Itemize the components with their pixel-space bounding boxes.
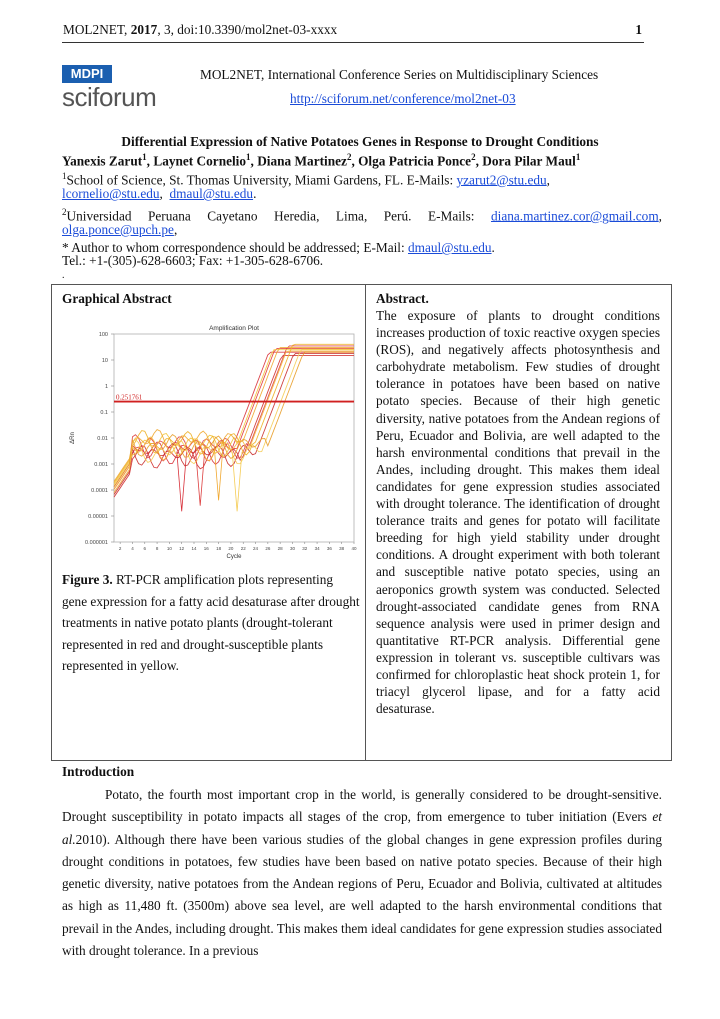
abstract-text: The exposure of plants to drought conditions increases production of toxic reactive oxygen species (ROS), and negatively affects photosynthesis and carbohydrate metabolism. Few studies of drought tolerance in potatoes have been based on native potato species. Because of their high genetic diversity, native potatoes from the Andean regions of Peru, Ecuador and Bolivia, are well adapted to the harsh environmental conditions that prevail in the Andes, including drought. This makes them ideal candidates for gene expression studies associated with drought tolerance. The identification of drought tolerance traits and genes for potato will facilitate breeding for high yield stability under drought conditions. A drought experiment with both tolerant and susceptible native potato species, using an aeroponics growth system was conducted. Selected drought-associated candidate genes from RNA sequence analysis were used in primer design and quantitative RT-PCR analysis. Differential gene expression in tolerant vs. susceptible cultivars was confirmed for chloroplastic heat shock protein 1, for triacyl glycerol lipase, and for a fatty acid desaturase. bbox=[376, 308, 660, 717]
author-affiliation-mark: 2 bbox=[471, 152, 476, 162]
author-affiliation-mark: 2 bbox=[346, 152, 352, 162]
running-header bbox=[63, 22, 337, 38]
affiliation-2-text: Universidad Peruana Cayetano Heredia, Lima, Perú. E-Mails: bbox=[66, 208, 491, 224]
y-tick-label: 0.0001 bbox=[91, 488, 108, 494]
conference-url-link[interactable]: http://sciforum.net/conference/mol2net-03 bbox=[290, 91, 516, 106]
tel-fax: Tel.: +1-(305)-628-6603; Fax: +1-305-628-6706. bbox=[62, 253, 324, 268]
figure-caption-label: Figure 3. bbox=[62, 572, 113, 587]
stray-dot: . bbox=[62, 270, 65, 281]
x-tick-label: 22 bbox=[240, 546, 246, 551]
x-tick-label: 2 bbox=[118, 546, 122, 551]
introduction-heading: Introduction bbox=[62, 764, 135, 779]
x-axis-label: Cycle bbox=[226, 554, 242, 560]
x-tick-label: 4 bbox=[131, 546, 134, 551]
journal-name: MOL2NET, bbox=[63, 22, 131, 37]
x-tick-label: 12 bbox=[179, 546, 185, 551]
author-name: Laynet Cornelio bbox=[153, 153, 247, 169]
x-tick-label: 30 bbox=[289, 546, 295, 551]
intro-text-2: 2010). Although there have been various studies of the global changes in gene expression profiles during drought conditions in potatoes, few studies have been based on native potato species. Because of their high genetic diversity, native potatoes from the Andean regions of Peru, Ecuador and Bolivia, cultivated at altitudes as high as 11,480 ft. (3500m) above sea level, are well adapted to the harsh environmental conditions that prevail in the Andes, including drought. This makes them ideal candidates for gene expression studies associated with drought tolerance. In a previous bbox=[62, 831, 662, 959]
email-link-olga[interactable]: olga.ponce@upch.pe bbox=[62, 222, 174, 237]
affiliation-1-number: 1 bbox=[62, 171, 67, 181]
affiliation-2-number: 2 bbox=[62, 207, 67, 217]
amplification-plot bbox=[62, 320, 362, 570]
abstract-heading: Abstract. bbox=[376, 291, 429, 306]
email-link-yzarut[interactable]: yzarut2@stu.edu bbox=[456, 172, 547, 188]
affiliation-1-emails: lcornelio@stu.edu, dmaul@stu.edu. bbox=[62, 186, 257, 201]
author-affiliation-mark: 1 bbox=[575, 152, 581, 162]
y-tick-label: 1 bbox=[104, 384, 108, 390]
x-tick-label: 8 bbox=[155, 546, 159, 551]
abstract-box-divider bbox=[365, 284, 366, 760]
author-name: Diana Martinez bbox=[257, 153, 347, 169]
correspondence-text: * Author to whom correspondence should be addressed; E-Mail: bbox=[62, 240, 409, 255]
y-tick-label: 0.000001 bbox=[85, 540, 108, 546]
conference-name: MOL2NET, International Conference Series on Multidisciplinary Sciences bbox=[200, 67, 599, 82]
x-tick-label: 20 bbox=[228, 546, 234, 551]
sciforum-logo-text: sciforum bbox=[62, 82, 157, 112]
y-tick-label: 10 bbox=[101, 358, 108, 364]
correspondence: * Author to whom correspondence should be addressed; E-Mail: dmaul@stu.edu. bbox=[62, 240, 495, 255]
affiliation-2: $^2$Universidad Peruana Cayetano Heredia, Lima, Perú. E-Mails: diana.martinez.cor@gmail.com, bbox=[62, 207, 662, 224]
x-tick-label: 6 bbox=[143, 546, 147, 551]
sciforum-logo bbox=[62, 82, 156, 113]
figure-caption-text: RT-PCR amplification plots representing gene expression for a fatty acid desaturase after drought treatments in native potato plants (drought-tolerant represented in red and drought-susceptible plants represented in yellow. bbox=[62, 572, 360, 673]
x-tick-label: 40 bbox=[351, 546, 357, 551]
x-tick-label: 24 bbox=[253, 546, 259, 551]
y-tick-label: 100 bbox=[98, 332, 108, 338]
email-link-dmaul[interactable]: dmaul@stu.edu bbox=[169, 186, 254, 201]
paper-title: Differential Expression of Native Potatoes Genes in Response to Drought Conditions bbox=[121, 134, 599, 149]
x-tick-label: 32 bbox=[302, 546, 308, 551]
y-tick-label: 0.01 bbox=[97, 436, 108, 442]
x-tick-label: 36 bbox=[326, 546, 332, 551]
mdpi-logo: MDPI bbox=[62, 65, 112, 83]
graphical-abstract-heading: Graphical Abstract bbox=[62, 291, 172, 306]
affiliation-1-text: School of Science, St. Thomas University, Miami Gardens, FL. E-Mails: bbox=[66, 172, 457, 188]
email-link-lcornelio[interactable]: lcornelio@stu.edu bbox=[62, 186, 160, 201]
introduction-body bbox=[62, 784, 662, 962]
figure-caption bbox=[62, 569, 360, 677]
email-link-corresponding[interactable]: dmaul@stu.edu bbox=[408, 240, 492, 255]
header-rule bbox=[62, 42, 644, 43]
affiliation-1: $^1$School of Science, St. Thomas University, Miami Gardens, FL. E-Mails: yzarut2@stu.edu, bbox=[62, 171, 550, 188]
intro-citation-etal: et al. bbox=[62, 809, 662, 847]
page-number: 1 bbox=[635, 22, 642, 37]
author-separator: , bbox=[351, 153, 359, 169]
journal-doi: , 3, doi:10.3390/mol2net-03-xxxx bbox=[157, 22, 338, 37]
x-tick-label: 26 bbox=[265, 546, 271, 551]
intro-text-1: Potato, the fourth most important crop in the world, is generally considered to be drought-sensitive. Drought susceptibility in potato impacts all stages of the crop, from emergence to tuber initiation (Evers bbox=[62, 787, 662, 825]
author-separator: , bbox=[250, 153, 258, 169]
author-affiliation-mark: 1 bbox=[142, 152, 147, 162]
author-name: Yanexis Zarut bbox=[62, 153, 143, 169]
author-name: Dora Pilar Maul bbox=[482, 153, 576, 169]
x-tick-label: 38 bbox=[339, 546, 345, 551]
y-tick-label: 0.001 bbox=[94, 462, 108, 468]
chart-title: Amplification Plot bbox=[209, 325, 259, 332]
threshold-label: 0.251761 bbox=[116, 393, 143, 402]
author-separator: , bbox=[146, 153, 154, 169]
x-tick-label: 34 bbox=[314, 546, 320, 551]
email-link-diana[interactable]: diana.martinez.cor@gmail.com bbox=[490, 208, 659, 224]
x-tick-label: 18 bbox=[216, 546, 222, 551]
journal-year: 2017 bbox=[130, 22, 158, 37]
affiliation-2-email2: olga.ponce@upch.pe, bbox=[62, 222, 178, 237]
x-tick-label: 28 bbox=[277, 546, 283, 551]
y-tick-label: 0.00001 bbox=[88, 514, 108, 520]
y-axis-label: ΔRn bbox=[70, 432, 76, 444]
author-affiliation-mark: 1 bbox=[246, 152, 251, 162]
x-tick-label: 10 bbox=[166, 546, 172, 551]
author-name: Olga Patricia Ponce bbox=[358, 153, 472, 169]
x-tick-label: 16 bbox=[203, 546, 209, 551]
x-tick-label: 14 bbox=[191, 546, 197, 551]
author-separator: , bbox=[475, 153, 483, 169]
y-tick-label: 0.1 bbox=[100, 410, 108, 416]
